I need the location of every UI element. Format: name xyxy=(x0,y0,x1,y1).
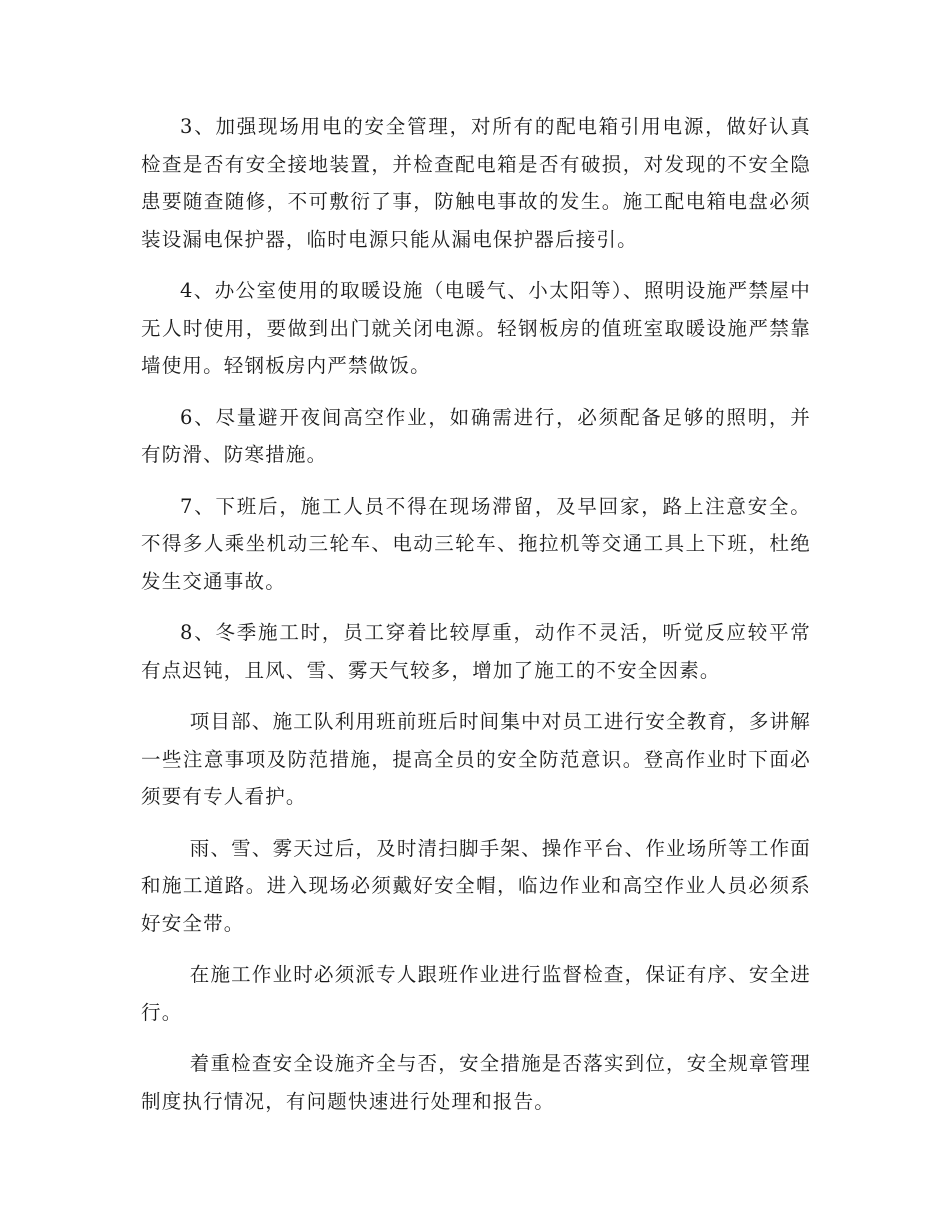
paragraph-weather-cleanup: 雨、雪、雾天过后，及时清扫脚手架、操作平台、作业场所等工作面和施工道路。进入现场必须戴好安全帽，临边作业和高空作业人员必须系好安全带。 xyxy=(141,836,811,935)
paragraph-item-6: 6、尽量避开夜间高空作业，如确需进行，必须配备足够的照明，并有防滑、防寒措施。 xyxy=(141,405,811,466)
paragraph-item-3: 3、加强现场用电的安全管理，对所有的配电箱引用电源，做好认真检查是否有安全接地装置，并检查配电箱是否有破损，对发现的不安全隐患要随查随修，不可敷衍了事，防触电事故的发生。施工配电箱电盘必须装设漏电保护器，临时电源只能从漏电保护器后接引。 xyxy=(141,115,811,251)
paragraph-item-8: 8、冬季施工时，员工穿着比较厚重，动作不灵活，听觉反应较平常有点迟钝，且风、雪、雾天气较多，增加了施工的不安全因素。 xyxy=(141,621,811,682)
paragraph-item-7: 7、下班后，施工人员不得在现场滞留，及早回家，路上注意安全。不得多人乘坐机动三轮车、电动三轮车、拖拉机等交通工具上下班，杜绝发生交通事故。 xyxy=(141,494,811,593)
paragraph-supervision: 在施工作业时必须派专人跟班作业进行监督检查，保证有序、安全进行。 xyxy=(141,963,811,1024)
paragraph-item-4: 4、办公室使用的取暖设施（电暖气、小太阳等）、照明设施严禁屋中无人时使用，要做到出门就关闭电源。轻钢板房的值班室取暖设施严禁靠墙使用。轻钢板房内严禁做饭。 xyxy=(141,279,811,377)
paragraph-safety-education: 项目部、施工队利用班前班后时间集中对员工进行安全教育，多讲解一些注意事项及防范措施，提高全员的安全防范意识。登高作业时下面必须要有专人看护。 xyxy=(141,710,811,808)
paragraph-inspection: 着重检查安全设施齐全与否，安全措施是否落实到位，安全规章管理制度执行情况，有问题快速进行处理和报告。 xyxy=(141,1052,811,1113)
document-body xyxy=(141,108,811,1134)
